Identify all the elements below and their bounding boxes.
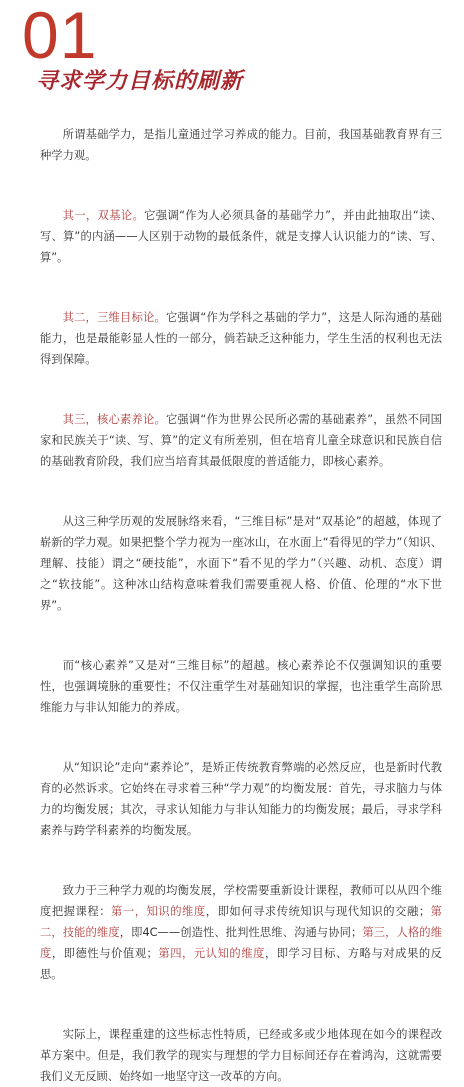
dimension-knowledge: 第一，知识的维度	[111, 905, 206, 918]
text-span: ，即德性与价值观；	[51, 947, 158, 960]
paragraph-lead: 其一，双基论。	[62, 209, 145, 222]
paragraph-iceberg: 从这三种学历观的发展脉络来看，“三维目标”是对“双基论”的超越，体现了崭新的学力观。如果把整个学力视为一座冰山，在水面上“看得见的学力”（知识、理解、技能）谓之“硬技能”，水面下“看不见的学力”（兴趣、动机、态度）谓之“软技能”。这种冰山结构意味着我们需要重视人格、价值、伦理的“水下世界”。	[40, 515, 442, 612]
paragraph-conclusion: 实际上，课程重建的这些标志性特质，已经或多或少地体现在如今的课程改革方案中。但是，我们教学的现实与理想的学力目标间还存在着鸿沟，这就需要我们义无反顾、始终如一地坚守这一改革的方向。	[40, 1028, 442, 1083]
paragraph-hexin	[40, 409, 442, 472]
article-body	[40, 124, 442, 1087]
paragraph-shuangji	[40, 205, 442, 268]
paragraph-body: 它强调“作为学科之基础的学力”，这是人际沟通的基础能力，也是最能彰显人性的一部分，倘若缺乏这种能力，学生生活的权利也无法得到保障。	[40, 311, 442, 366]
dimension-skill: 第二，技能的维度	[40, 905, 442, 939]
dimension-metacognition: 第四，元认知的维度	[157, 947, 265, 960]
paragraph-core-literacy: 而“核心素养”又是对“三维目标”的超越。核心素养论不仅强调知识的重要性，也强调境脉的重要性；不仅注重学生对基础知识的掌握，也注重学生高阶思维能力与非认知能力的养成。	[40, 659, 442, 714]
text-span: 致力于三种学力观的均衡发展，学校需要重新设计课程，教师可以从四个维度把握课程：	[40, 884, 442, 918]
section-number: 01	[22, 0, 98, 72]
paragraph-sanwei	[40, 307, 442, 370]
text-span: ，即4C——创造性、批判性思维、沟通与协同；	[119, 926, 363, 939]
paragraph-balance: 从“知识论”走向“素养论”，是矫正传统教育弊端的必然反应，也是新时代教育的必然诉求。它始终在寻求着三种“学力观”的均衡发展：首先，寻求脑力与体力的均衡发展；其次，寻求认知能力与非认知能力的均衡发展；最后，寻求学科素养与跨学科素养的均衡发展。	[40, 761, 442, 837]
paragraph-lead: 其二，三维目标论。	[62, 311, 166, 324]
paragraph-dimensions	[40, 880, 442, 985]
paragraph-body: 它强调“作为人必须具备的基础学力”，并由此抽取出“读、写、算”的内涵——人区别于动物的最低条件，就是支撑人认识能力的“读、写、算”。	[40, 209, 442, 264]
paragraph-intro: 所谓基础学力，是指儿童通过学习养成的能力。目前，我国基础教育界有三种学力观。	[40, 128, 442, 162]
paragraph-lead: 其三，核心素养论。	[62, 413, 166, 426]
dimension-personality: 第三，人格的维度	[40, 926, 442, 960]
paragraph-body: 它强调“作为世界公民所必需的基础素养”，虽然不同国家和民族关于“读、写、算”的定义有所差别，但在培育儿童全球意识和民族自信的基础教育阶段，我们应当培育其最低限度的普适能力，即核心素养。	[40, 413, 442, 468]
text-span: ，即学习目标、方略与对成果的反思。	[40, 947, 442, 981]
section-title: 寻求学力目标的刷新	[36, 69, 244, 94]
text-span: ，即如何寻求传统知识与现代知识的交融；	[205, 905, 431, 918]
